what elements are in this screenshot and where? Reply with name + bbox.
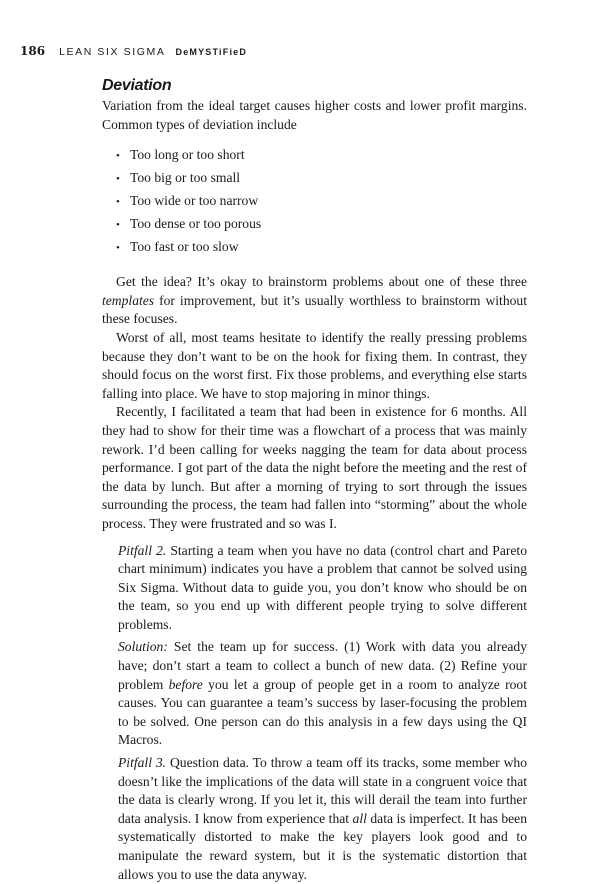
book-subtitle: DeMYSTiFieD — [176, 47, 248, 57]
pitfall-2-label: Pitfall 2. — [118, 543, 166, 558]
body-paragraph: Worst of all, most teams hesitate to identify the really pressing problems because they don’t want to be on the hook for fixing them. In contrast, they should focus on the worst first. Fix those problems, and everything else starts falling into place. We have to stop majoring in minor things. — [102, 329, 527, 403]
bullet-icon: • — [116, 215, 130, 236]
body-paragraph: Get the idea? It’s okay to brainstorm problems about one of these three templates for improvement, but it’s usually worthless to brainstorm without these focuses. — [102, 273, 527, 329]
page-number: 186 — [20, 44, 45, 58]
bullet-icon: • — [116, 169, 130, 190]
book-title: LEAN SIX SIGMA — [59, 46, 165, 58]
bullet-icon: • — [116, 192, 130, 213]
pitfall-3-paragraph: Pitfall 3. Question data. To throw a team off its tracks, some member who doesn’t like the implications of the data will state in a congruent voice that the data is clearly wrong. If you let it, this will derail the team into further data analysis. I know from experience that all data is imperfect. It has been systematically distorted to make the key players look good and to manipulate the reward system, but it is the systematic distortion that allows you to use the data anyway. — [118, 754, 527, 884]
deviation-list — [102, 144, 527, 259]
bullet-icon: • — [116, 146, 130, 167]
body-paragraph: Recently, I facilitated a team that had been in existence for 6 months. All they had to show for their time was a flowchart of a process that was mainly rework. I’d been calling for weeks nagging the team for data about process performance. I got part of the data the night before the meeting and the rest of the data by lunch. But after a morning of trying to sort through the issues surrounding the process, the team had fallen into “storming” about the whole process. They were frustrated and so was I. — [102, 403, 527, 533]
solution-paragraph: Solution: Set the team up for success. (1) Work with data you already have; don’t start a team to collect a bunch of new data. (2) Refine your problem before you let a group of people get in a room to analyze root causes. You can guarantee a team’s success by laser-focusing the problem to be solved. One person can do this analysis in a few days using the QI Macros. — [118, 638, 527, 750]
pitfalls-block — [118, 542, 527, 884]
list-item: • Too big or too small — [116, 167, 527, 190]
pitfall-2-paragraph: Pitfall 2. Starting a team when you have no data (control chart and Pareto chart minimum) indicates you have a problem that cannot be solved using Six Sigma. Without data to guide you, you don’t know who should be on the team, so you end up with different people trying to solve different problems. — [118, 542, 527, 635]
intro-paragraph: Variation from the ideal target causes higher costs and lower profit margins. Common types of deviation include — [102, 97, 527, 134]
solution-label: Solution: — [118, 639, 168, 654]
list-item: • Too dense or too porous — [116, 213, 527, 236]
list-item: • Too long or too short — [116, 144, 527, 167]
pitfall-3-label: Pitfall 3. — [118, 755, 166, 770]
list-item: • Too wide or too narrow — [116, 190, 527, 213]
section-heading: Deviation — [102, 75, 527, 97]
running-header — [20, 42, 247, 60]
page-content — [102, 75, 527, 884]
bullet-icon: • — [116, 238, 130, 259]
list-item: • Too fast or too slow — [116, 236, 527, 259]
